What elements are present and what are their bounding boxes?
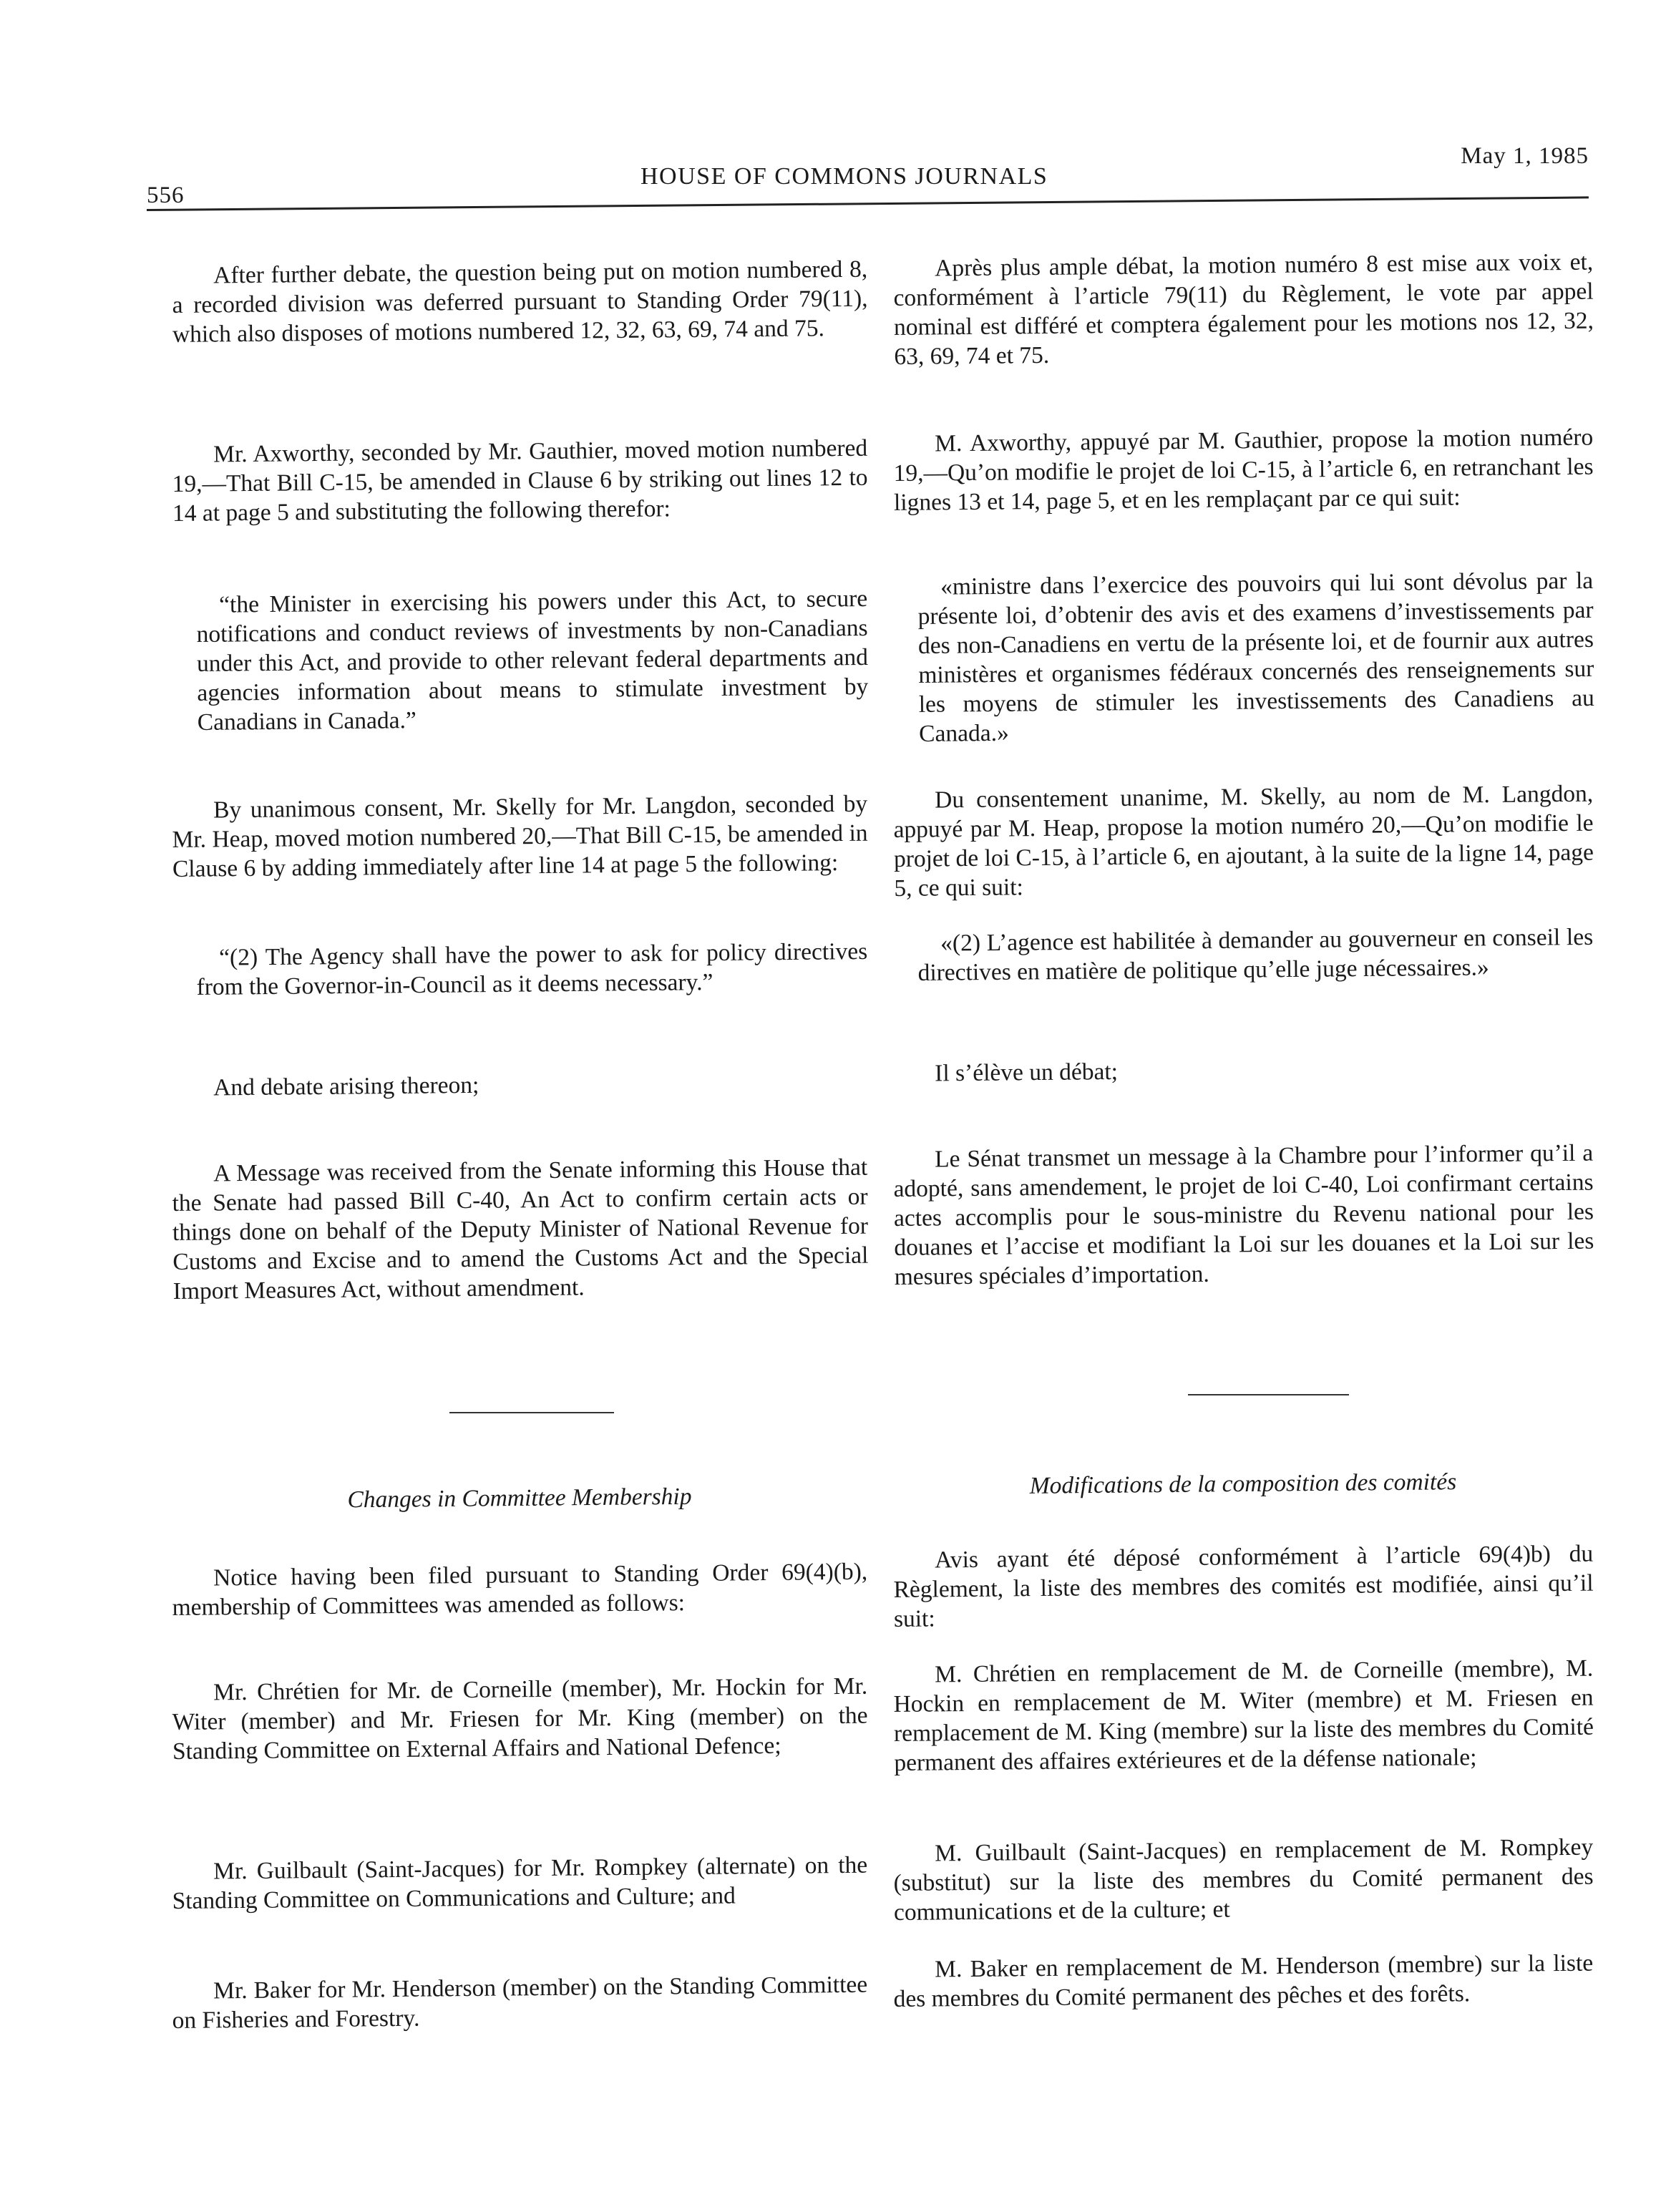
fr-paragraph-motion-20: Du consentement unanime, M. Skelly, au nom de M. Langdon, appuyé par M. Heap, propose la motion numéro 20,—Qu’on modifie le projet de loi C-15, à l’article 6, en ajoutant, à la suite de la ligne 14, page 5, ce qui suit: xyxy=(893,780,1594,902)
en-paragraph-chretien: Mr. Chrétien for Mr. de Corneille (member), Mr. Hockin for Mr. Witer (member) and Mr. Friesen for Mr. King (member) on the Standing Committee on External Affairs and National Defence; xyxy=(172,1672,868,1765)
en-paragraph-baker: Mr. Baker for Mr. Henderson (member) on the Standing Committee on Fisheries and Forestry. xyxy=(172,1971,868,2034)
journal-date: May 1, 1985 xyxy=(1461,143,1589,169)
page-number: 556 xyxy=(147,182,185,208)
en-quote-motion-19: “the Minister in exercising his powers under this Act, to secure notifications and conduct reviews of investments by non-Canadians under this Act, and provide to other relevant federal departments and agencies information about means to stimulate investment by Canadians in Canada.” xyxy=(196,585,869,736)
fr-section-separator xyxy=(1188,1394,1349,1395)
en-paragraph-senate-message: A Message was received from the Senate informing this House that the Senate had passed Bill C-40, An Act to confirm certain acts or things done on behalf of the Deputy Minister of National Revenue for Customs and Excise and to amend the Customs Act and the Special Import Measures Act, without amendment. xyxy=(172,1154,869,1305)
fr-quote-motion-19: «ministre dans l’exercice des pouvoirs qui lui sont dévolus par la présente loi, d’obtenir des avis et des examens d’investissements par des non-Canadiens en vertu de la présente loi, et de fournir aux autres ministères et organismes fédéraux concernés des renseignements sur les moyens de stimuler les investissements des Canadiens au Canada.» xyxy=(917,567,1594,747)
en-section-heading: Changes in Committee Membership xyxy=(347,1483,692,1514)
fr-paragraph-notice: Avis ayant été déposé conformément à l’article 69(4)b) du Règlement, la liste des membres des comités est modifiée, ainsi qu’il suit: xyxy=(893,1540,1594,1632)
fr-paragraph-senate-message: Le Sénat transmet un message à la Chambre pour l’informer qu’il a adopté, sans amendement, le projet de loi C-40, Loi confirmant certains actes accomplis pour le sous-ministre du Revenu national pour les douanes et l’accise et modifiant la Loi sur les douanes et la Loi sur les mesures spéciales d’importation. xyxy=(893,1139,1594,1290)
en-paragraph-debate: And debate arising thereon; xyxy=(213,1071,479,1101)
page-header xyxy=(147,143,1589,222)
header-rule xyxy=(147,196,1589,211)
fr-paragraph-guilbault: M. Guilbault (Saint-Jacques) en remplacement de M. Rompkey (substitut) sur la liste des membres du Comité permanent des communications et de la culture; et xyxy=(893,1833,1594,1926)
en-section-separator xyxy=(449,1412,614,1413)
en-paragraph-motion-20: By unanimous consent, Mr. Skelly for Mr. Langdon, seconded by Mr. Heap, moved motion numbered 20,—That Bill C-15, be amended in Clause 6 by adding immediately after line 14 at page 5 the following: xyxy=(172,790,868,882)
en-paragraph-notice: Notice having been filed pursuant to Standing Order 69(4)(b), membership of Committees was amended as follows: xyxy=(172,1558,868,1621)
en-paragraph-guilbault: Mr. Guilbault (Saint-Jacques) for Mr. Rompkey (alternate) on the Standing Committee on Communications and Culture; and xyxy=(172,1851,868,1914)
fr-quote-motion-20: «(2) L’agence est habilitée à demander au gouverneur en conseil les directives en matière de politique qu’elle juge nécessaires.» xyxy=(917,923,1594,986)
fr-paragraph-debate: Il s’élève un débat; xyxy=(935,1058,1119,1087)
journal-title: HOUSE OF COMMONS JOURNALS xyxy=(640,163,1048,190)
fr-paragraph-motion-19: M. Axworthy, appuyé par M. Gauthier, propose la motion numéro 19,—Qu’on modifie le projet de loi C-15, à l’article 6, en retranchant les lignes 13 et 14, page 5, et en les remplaçant par ce qui suit: xyxy=(893,424,1594,516)
fr-paragraph-baker: M. Baker en remplacement de M. Henderson (membre) sur la liste des membres du Comité permanent des pêches et des forêts. xyxy=(893,1949,1594,2012)
en-quote-motion-20: “(2) The Agency shall have the power to ask for policy directives from the Governor-in-Council as it deems necessary.” xyxy=(196,937,868,1000)
en-paragraph-deferred-division: After further debate, the question being put on motion numbered 8, a recorded division was deferred pursuant to Standing Order 79(11), which also disposes of motions numbered 12, 32, 63, 69, 74 and 75. xyxy=(172,255,868,348)
fr-section-heading: Modifications de la composition des comités xyxy=(1029,1468,1457,1499)
fr-paragraph-deferred-division: Après plus ample débat, la motion numéro 8 est mise aux voix et, conformément à l’article 79(11) du Règlement, le vote par appel nominal est différé et comptera également pour les motions nos 12, 32, 63, 69, 74 et 75. xyxy=(893,248,1594,370)
en-paragraph-motion-19: Mr. Axworthy, seconded by Mr. Gauthier, moved motion numbered 19,—That Bill C-15, be amended in Clause 6 by striking out lines 12 to 14 at page 5 and substituting the following therefor: xyxy=(172,434,868,527)
fr-paragraph-chretien: M. Chrétien en remplacement de M. de Corneille (membre), M. Hockin en remplacement de M. Witer (membre) et M. Friesen en remplacement de M. King (membre) sur la liste des membres du Comité permanent des affaires extérieures et de la défense nationale; xyxy=(893,1655,1594,1776)
